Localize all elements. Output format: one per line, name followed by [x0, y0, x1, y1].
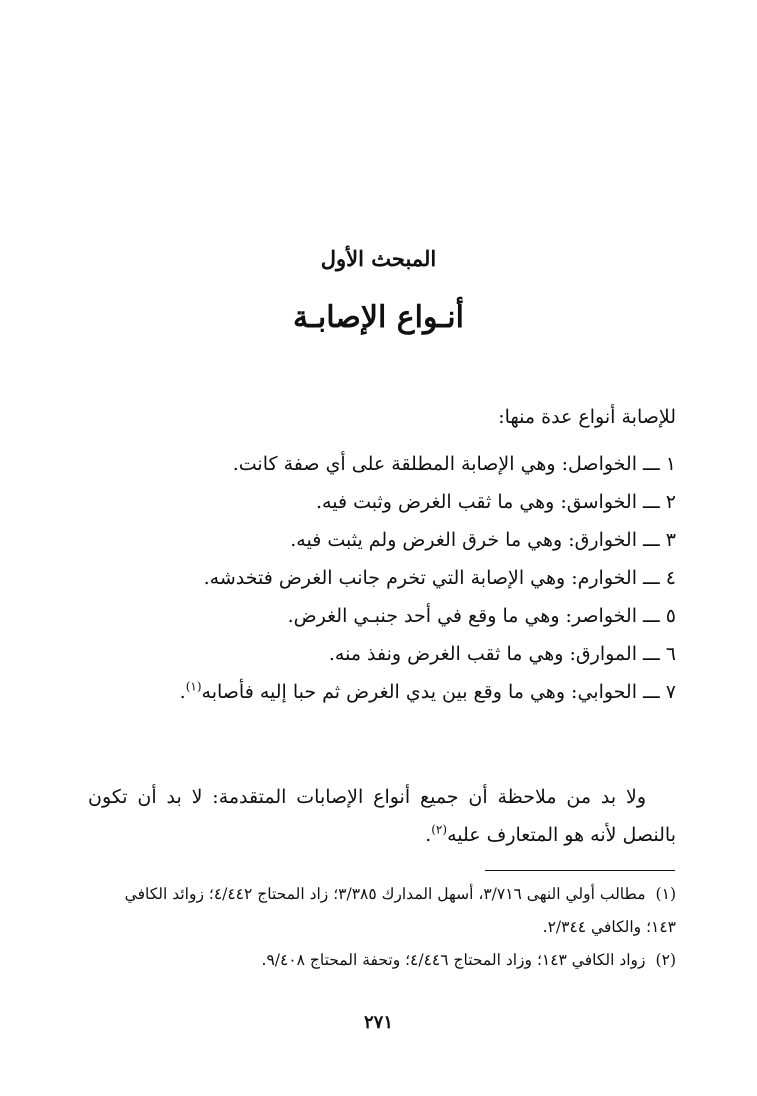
- chapter-title: أنـواع الإصابـة: [293, 300, 464, 335]
- footnote-text: مطالب أولي النهى ٣/٧١٦، أسهل المدارك ٣/٣٨٥؛ زاد المحتاج ٤/٤٤٢؛ زوائد الكافي ١٤٣؛ والكافي ٢/٣٤٤.: [124, 885, 676, 936]
- note-paragraph: [88, 778, 676, 854]
- item-end: .: [179, 681, 186, 703]
- section-heading: المبحث الأول: [320, 246, 437, 271]
- list-item: [88, 521, 676, 559]
- item-number: ٥: [665, 605, 676, 627]
- list-item: [88, 597, 676, 635]
- footnote-mark: (٢): [655, 951, 676, 969]
- item-number: ٤: [665, 567, 676, 589]
- item-number: ١: [665, 453, 676, 475]
- footnote: [100, 944, 676, 977]
- item-number: ٧: [665, 681, 676, 703]
- list-item: [88, 483, 676, 521]
- item-text: ـــ الخواصل: وهي الإصابة المطلقة على أي صفة كانت.: [232, 453, 660, 475]
- page-number: ٢٧١: [363, 1012, 393, 1033]
- item-text: ـــ الخوارم: وهي الإصابة التي تخرم جانب الغرض فتخدشه.: [203, 567, 660, 589]
- item-number: ٢: [665, 491, 676, 513]
- intro-line: للإصابة أنواع عدة منها:: [498, 406, 676, 428]
- footnote-ref[interactable]: (٢): [431, 822, 448, 837]
- item-text: ـــ الحوابي: وهي ما وقع بين يدي الغرض ثم حبا إليه فأصابه: [201, 681, 660, 703]
- footnotes: [100, 878, 676, 977]
- item-number: ٦: [665, 643, 676, 665]
- note-text: ولا بد من ملاحظة أن جميع أنواع الإصابات المتقدمة: لا بد أن تكون بالنصل لأنه هو المتعارف عليه: [88, 786, 676, 846]
- footnote-mark: (١): [655, 885, 676, 903]
- footnote-divider: [485, 870, 675, 871]
- item-text: ـــ الخواسق: وهي ما ثقب الغرض وثبت فيه.: [316, 491, 660, 513]
- note-end: .: [425, 824, 432, 846]
- types-list: [88, 445, 676, 711]
- list-item: [88, 635, 676, 673]
- footnote: [100, 878, 676, 944]
- item-text: ـــ الموارق: وهي ما ثقب الغرض ونفذ منه.: [328, 643, 660, 665]
- item-text: ـــ الخواصر: وهي ما وقع في أحد جنبـي الغرض.: [287, 605, 660, 627]
- list-item: [88, 673, 676, 711]
- footnote-ref[interactable]: (١): [185, 679, 202, 694]
- footnote-text: زواد الكافي ١٤٣؛ وزاد المحتاج ٤/٤٤٦؛ وتحفة المحتاج ٩/٤٠٨.: [261, 951, 646, 969]
- list-item: [88, 445, 676, 483]
- item-text: ـــ الخوارق: وهي ما خرق الغرض ولم يثبت فيه.: [290, 529, 660, 551]
- item-number: ٣: [665, 529, 676, 551]
- list-item: [88, 559, 676, 597]
